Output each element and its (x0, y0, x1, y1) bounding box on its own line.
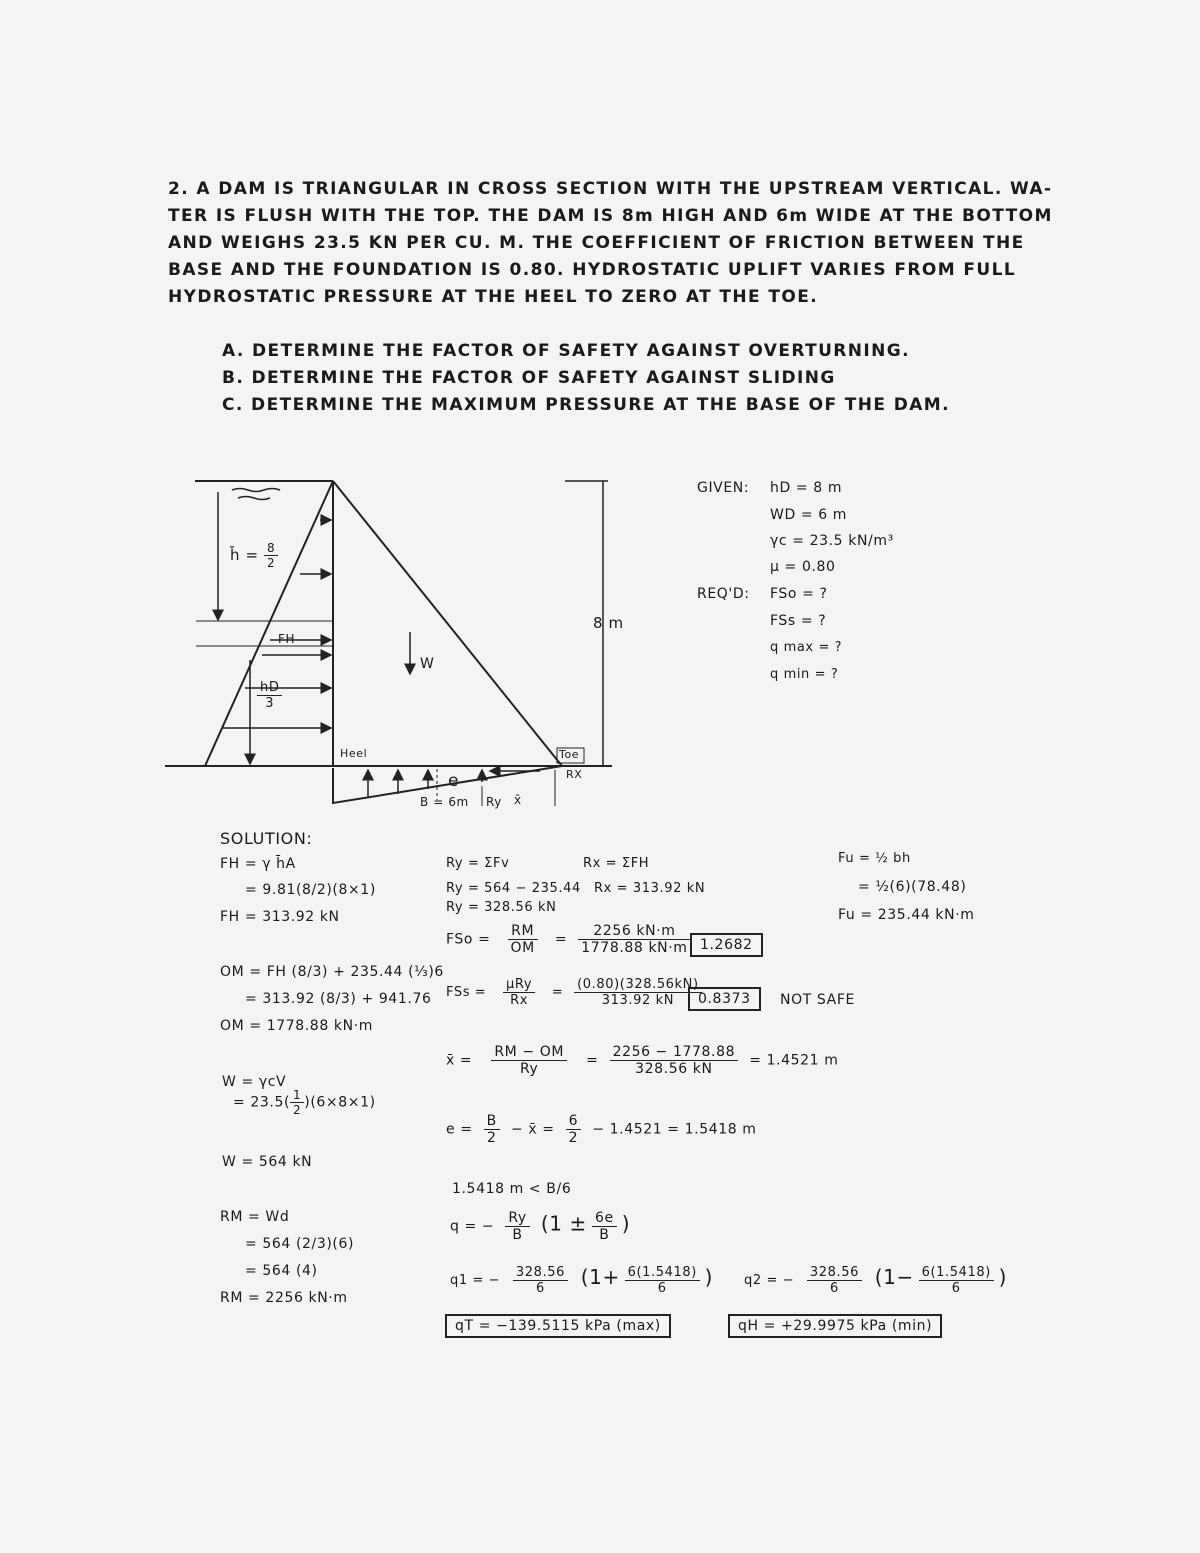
ry-eq: Ry = ΣFv (446, 856, 510, 871)
rx-label: RX (566, 768, 583, 781)
ry-label: Ry (486, 795, 502, 809)
q2-den: 6 (951, 1281, 961, 1296)
task-item: B. DETERMINE THE FACTOR OF SAFETY AGAINST SLIDING (222, 368, 836, 388)
rm-eq: RM = Wd (220, 1209, 290, 1225)
om-eq: OM = 1778.88 kN·m (220, 1018, 373, 1034)
reqd-line: q min = ? (770, 667, 839, 682)
given-label: GIVEN: (697, 480, 750, 496)
height-label: 8 m (593, 614, 624, 632)
given-line: γc = 23.5 kN/m³ (770, 533, 894, 549)
xbar-result: = 1.4521 m (749, 1052, 839, 1069)
rm-eq: RM = 2256 kN·m (220, 1290, 348, 1306)
uplift-eq: = ½(6)(78.48) (858, 879, 967, 895)
given-line: WD = 6 m (770, 507, 848, 523)
water-ripple (232, 489, 280, 492)
hbar-den: 2 (267, 556, 276, 570)
fss-lhs: FSs = (446, 985, 487, 1000)
e-lhs: e = (446, 1121, 473, 1138)
q1-lhs: q1 = − (450, 1273, 501, 1288)
fss-den: Rx (510, 993, 529, 1008)
e-den: 2 (568, 1130, 579, 1146)
hbar-label: h̄ = $\frac{8}{2}$ (230, 541, 278, 570)
pressure-diagram (205, 481, 333, 766)
uplift-eq: Fu = ½ bh (838, 851, 911, 866)
solution-title: SOLUTION: (220, 829, 313, 848)
q-max-result: qT = −139.5115 kPa (max) (445, 1314, 671, 1338)
q-num: Ry (505, 1210, 529, 1227)
eccentricity-eq (446, 1113, 757, 1146)
om-eq: OM = FH (8/3) + 235.44 (⅓)6 (220, 964, 444, 980)
fss-num: (0.80)(328.56kN) (574, 977, 702, 993)
q2-num: 6(1.5418) (919, 1265, 994, 1281)
fh-label: FH (278, 632, 296, 646)
e-den: 2 (487, 1130, 497, 1146)
hd3-num: hD (257, 680, 282, 696)
q2-den: 6 (830, 1281, 839, 1296)
hbar-num: 8 (264, 541, 278, 556)
q-den: B (599, 1227, 610, 1243)
reqd-line: q max = ? (770, 640, 843, 655)
fss-note: NOT SAFE (780, 992, 855, 1008)
base-label: B = 6m (420, 795, 469, 809)
e-num: 6 (566, 1113, 582, 1130)
problem-line: HYDROSTATIC PRESSURE AT THE HEEL TO ZERO AT THE TOE. (168, 287, 819, 307)
reqd-line: FSo = ? (770, 586, 828, 602)
q1-den: 6 (536, 1281, 545, 1296)
fso-den: 1778.88 kN·m (581, 940, 688, 956)
fso-den: OM (510, 940, 535, 956)
uplift-eq: Fu = 235.44 kN·m (838, 907, 975, 923)
xbar-num: RM − OM (491, 1044, 567, 1061)
weight-eq: W = 564 kN (222, 1154, 313, 1170)
fss-num: μRy (503, 977, 535, 993)
fso-lhs: FSo = (446, 931, 491, 948)
q1-eq: q1 = − $\frac{328.56}{6}$ (1+ $\frac{6(1.5418)}{6}$ ) (450, 1265, 714, 1296)
heel-label: Heel (340, 747, 368, 760)
reqd-line: FSs = ? (770, 613, 827, 629)
hd3-den: 3 (265, 696, 275, 711)
weight-frac-num: 1 (290, 1088, 304, 1103)
weight-eq (233, 1088, 376, 1117)
q-num: 6e (592, 1210, 617, 1227)
q-min-result: qH = +29.9975 kPa (min) (728, 1314, 942, 1338)
q2-eq: q2 = − $\frac{328.56}{6}$ (1− $\frac{6(1.5418)}{6}$ ) (744, 1265, 1008, 1296)
hd3-label (257, 680, 282, 711)
weight-frac-den: 2 (293, 1103, 302, 1117)
toe-label: Toe (559, 748, 580, 761)
eccentricity-label: e (448, 771, 460, 791)
q1-num: 328.56 (513, 1265, 568, 1281)
problem-line: AND WEIGHS 23.5 KN PER CU. M. THE COEFFICIENT OF FRICTION BETWEEN THE (168, 233, 1025, 253)
fss-den: 313.92 kN (601, 993, 675, 1008)
fh-eq: FH = 313.92 kN (220, 909, 340, 925)
q-paren: (1 ± (540, 1211, 587, 1236)
pressure-formula: q = − $\frac{Ry}{B}$ (1 ± $\frac{6e}{B}$ ) (450, 1210, 631, 1243)
dam-section (333, 481, 562, 766)
q2-lhs: q2 = − (744, 1273, 795, 1288)
om-eq: = 313.92 (8/3) + 941.76 (245, 991, 432, 1007)
problem-line: BASE AND THE FOUNDATION IS 0.80. HYDROSTATIC UPLIFT VARIES FROM FULL (168, 260, 1017, 280)
task-item: A. DETERMINE THE FACTOR OF SAFETY AGAINST OVERTURNING. (222, 341, 910, 361)
e-num: B (484, 1113, 500, 1130)
rm-eq: = 564 (4) (245, 1263, 318, 1279)
xbar-lhs: x̄ = (446, 1052, 473, 1069)
rx-eq: Rx = ΣFH (583, 856, 650, 871)
fss-result: 0.8373 (688, 987, 761, 1011)
weight-eq-pre: = 23.5( (233, 1094, 291, 1111)
q-lhs: q = − (450, 1218, 495, 1235)
eccentricity-check: 1.5418 m < B/6 (452, 1181, 572, 1197)
fso-result: 1.2682 (690, 933, 763, 957)
xbar-label: x̄ (514, 793, 522, 807)
xbar-num: 2256 − 1778.88 (610, 1044, 739, 1061)
q2-paren: (1− (874, 1265, 914, 1289)
q2-num: 328.56 (807, 1265, 862, 1281)
task-item: C. DETERMINE THE MAXIMUM PRESSURE AT THE BASE OF THE DAM. (222, 395, 950, 415)
rm-eq: = 564 (2/3)(6) (245, 1236, 355, 1252)
weight-eq-post: )(6×8×1) (304, 1094, 376, 1111)
q-den: B (512, 1227, 523, 1243)
xbar-den: 328.56 kN (635, 1061, 713, 1077)
e-rest: − 1.4521 = 1.5418 m (592, 1121, 757, 1138)
fso-eq: FSo = $\frac{RM}{OM}$ = $\frac{2256 kN\cdot m}{1778.88 kN\cdot m}$ (446, 923, 697, 956)
problem-line: 2. A DAM IS TRIANGULAR IN CROSS SECTION WITH THE UPSTREAM VERTICAL. WA- (168, 179, 1053, 199)
given-line: hD = 8 m (770, 480, 843, 496)
weight-eq: W = γcV (222, 1074, 287, 1090)
fso-num: 2256 kN·m (578, 923, 690, 940)
xbar-eq: x̄ = $\frac{RM - OM}{Ry}$ = $\frac{2256 - 1778.88}{328.56 kN}$ = 1.4521 m (446, 1044, 839, 1077)
ry-eq: Ry = 564 − 235.44 (446, 881, 581, 896)
rx-eq: Rx = 313.92 kN (594, 881, 706, 896)
fso-num: RM (508, 923, 538, 940)
weight-label: W (420, 656, 435, 672)
reqd-label: REQ'D: (697, 586, 750, 602)
problem-line: TER IS FLUSH WITH THE TOP. THE DAM IS 8m HIGH AND 6m WIDE AT THE BOTTOM (168, 206, 1053, 226)
fh-eq: FH = γ h̄A (220, 856, 296, 872)
q1-paren: (1+ (580, 1265, 620, 1289)
given-line: μ = 0.80 (770, 559, 836, 575)
q1-den: 6 (657, 1281, 667, 1296)
xbar-den: Ry (519, 1061, 539, 1077)
e-mid: − x̄ = (510, 1121, 555, 1138)
ry-eq: Ry = 328.56 kN (446, 900, 557, 915)
q1-num: 6(1.5418) (625, 1265, 700, 1281)
fss-eq: FSs = $\frac{\text{μRy}}{Rx}$ = $\frac{(0.80)(328.56kN)}{313.92 kN}$ (446, 977, 708, 1008)
fh-eq: = 9.81(8/2)(8×1) (245, 882, 376, 898)
water-ripple (238, 497, 270, 500)
